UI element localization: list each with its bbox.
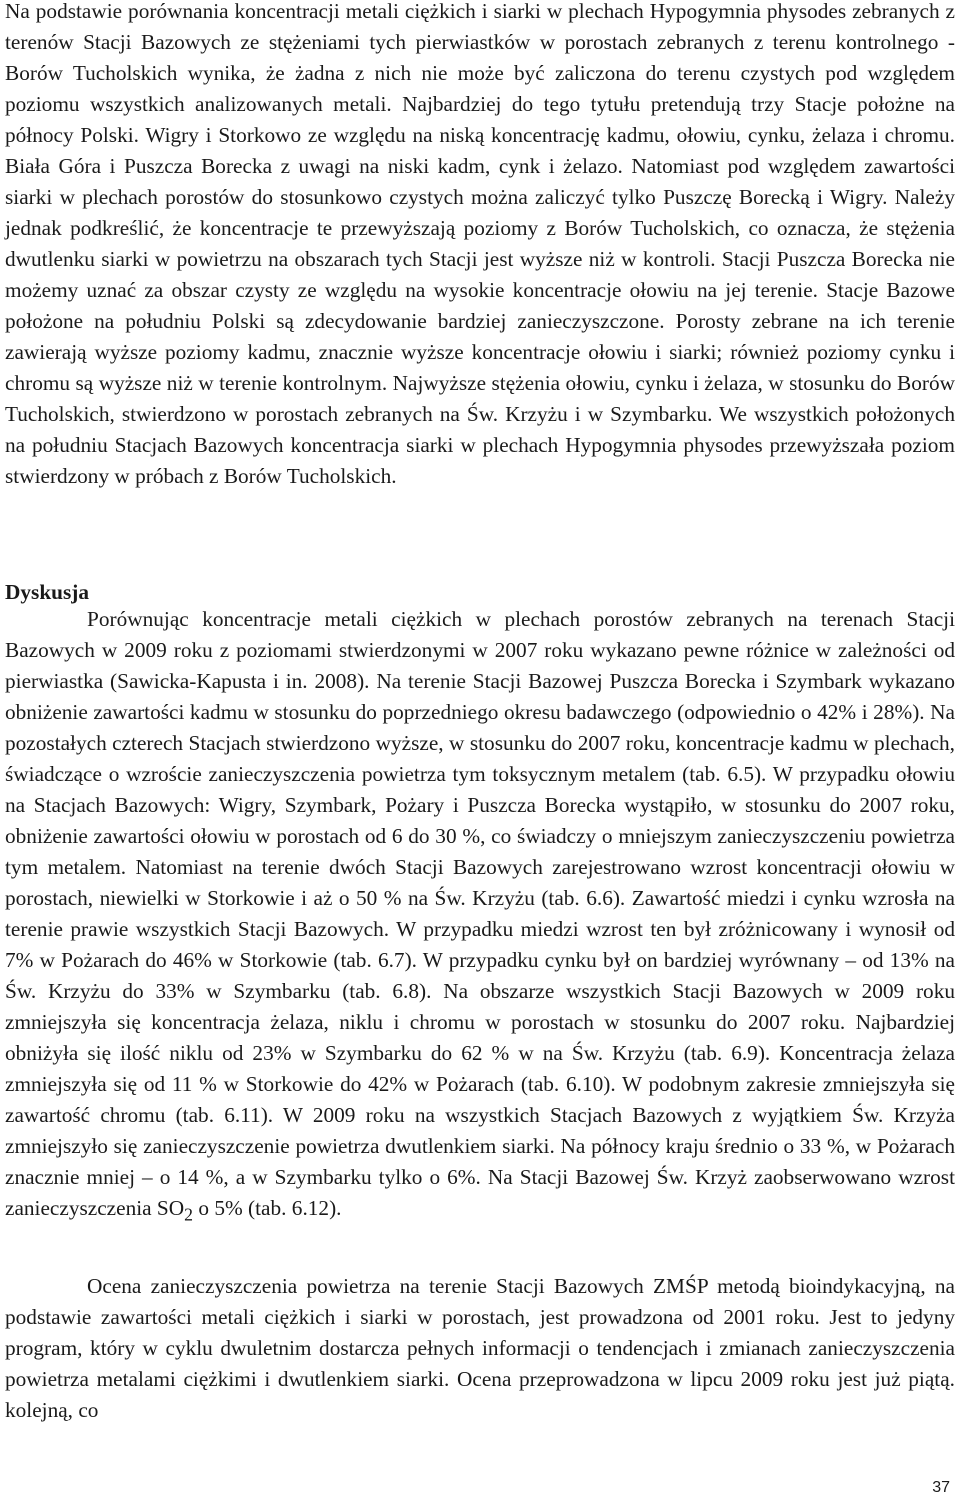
paragraph-discussion-comparison <box>5 604 955 1230</box>
section-heading-discussion: Dyskusja <box>5 580 90 604</box>
paragraph-assessment-method: Ocena zanieczyszczenia powietrza na terenie Stacji Bazowych ZMŚP metodą bioindykacyjną, na podstawie zawartości metali ciężkich i siarki w porostach, jest prowadzona od 2001 roku. Jest to jedyny program, który w cyklu dwuletnim dostarcza pełnych informacji o tendencjach i zmianach zanieczyszczenia powietrza metalami ciężkimi i dwutlenkiem siarki. Ocena przeprowadzona w lipcu 2009 roku jest już piątą. kolejną, co <box>5 1274 955 1422</box>
paragraph-discussion-tail: o 5% (tab. 6.12). <box>193 1196 342 1220</box>
so2-subscript: 2 <box>184 1204 194 1225</box>
page-number: 37 <box>932 1479 950 1496</box>
paragraph-results-summary: Na podstawie porównania koncentracji metali ciężkich i siarki w plechach Hypogymnia physodes zebranych z terenów Stacji Bazowych ze stężeniami tych pierwiastków w porostach zebranych z terenu kontrolnego - Borów Tucholskich wynika, że żadna z nich nie może być zaliczona do terenu czystych pod względem poziomu wszystkich analizowanych metali. Najbardziej do tego tytułu pretendują trzy Stacje położne na północy Polski. Wigry i Storkowo ze względu na niską koncentrację kadmu, ołowiu, cynku, żelaza i chromu. Biała Góra i Puszcza Borecka z uwagi na niski kadm, cynk i żelazo. Natomiast pod względem zawartości siarki w plechach porostów do stosunkowo czystych można zaliczyć tylko Puszczę Borecką i Wigry. Należy jednak podkreślić, że koncentracje te przewyższają poziomy z Borów Tucholskich, co oznacza, że stężenia dwutlenku siarki w powietrzu na obszarach tych Stacji jest wyższe niż w kontroli. Stacji Puszcza Borecka nie możemy uznać za obszar czysty ze względu na wysokie koncentracje ołowiu na jej terenie. Stacje Bazowe położone na południu Polski są zdecydowanie bardziej zanieczyszczone. Porosty zebrane na ich terenie zawierają wyższe poziomy kadmu, znacznie wyższe koncentracje ołowiu i siarki; również poziomy cynku i chromu są wyższe niż w terenie kontrolnym. Najwyższe stężenia ołowiu, cynku i żelaza, w stosunku do Borów Tucholskich, stwierdzono w porostach zebranych na Św. Krzyżu i w Szymbarku. We wszystkich położonych na południu Stacjach Bazowych koncentracja siarki w plechach Hypogymnia physodes przewyższała poziom stwierdzony w próbach z Borów Tucholskich. <box>5 0 955 488</box>
paragraph-discussion-text: Porównując koncentracje metali ciężkich w plechach porostów zebranych na terenach Stacji Bazowych w 2009 roku z poziomami stwierdzonymi w 2007 roku wykazano pewne różnice w zależności od pierwiastka (Sawicka-Kapusta i in. 2008). Na terenie Stacji Bazowej Puszcza Borecka i Szymbark wykazano obniżenie zawartości kadmu w stosunku do poprzedniego okresu badawczego (odpowiednio o 42% i 28%). Na pozostałych czterech Stacjach stwierdzono wyższe, w stosunku do 2007 roku, koncentracje kadmu w plechach, świadczące o wzroście zanieczyszczenia powietrza tym toksycznym metalem (tab. 6.5). W przypadku ołowiu na Stacjach Bazowych: Wigry, Szymbark, Pożary i Puszcza Borecka wystąpiło, w stosunku do 2007 roku, obniżenie zawartości ołowiu w porostach od 6 do 30 %, co świadczy o mniejszym zanieczyszczeniu powietrza tym metalem. Natomiast na terenie dwóch Stacji Bazowych zarejestrowano wzrost koncentracji ołowiu w porostach, niewielki w Storkowie i aż o 50 % na Św. Krzyżu (tab. 6.6). Zawartość miedzi i cynku wzrosła na terenie prawie wszystkich Stacji Bazowych. W przypadku miedzi wzrost ten był zróżnicowany i wynosił od 7% w Pożarach do 46% w Storkowie (tab. 6.7). W przypadku cynku był on bardziej wyrównany – od 13% na Św. Krzyżu do 33% w Szymbarku (tab. 6.8). Na obszarze wszystkich Stacji Bazowych w 2009 roku zmniejszyła się koncentracja żelaza, niklu i chromu w porostach w stosunku do 2007 roku. Najbardziej obniżyła się ilość niklu od 23% w Szymbarku do 62 % w na Św. Krzyżu (tab. 6.9). Koncentracja żelaza zmniejszyła się od 11 % w Storkowie do 42% w Pożarach (tab. 6.10). W podobnym zakresie zmniejszyła się zawartość chromu (tab. 6.11). W 2009 roku na wszystkich Stacjach Bazowych z wyjątkiem Św. Krzyża zmniejszyło się zanieczyszczenie powietrza dwutlenkiem siarki. Na północy kraju średnio o 33 %, w Pożarach znacznie mniej – o 14 %, a w Szymbarku tylko o 6%. Na Stacji Bazowej Św. Krzyż zaobserwowano wzrost zanieczyszczenia SO <box>5 607 955 1220</box>
